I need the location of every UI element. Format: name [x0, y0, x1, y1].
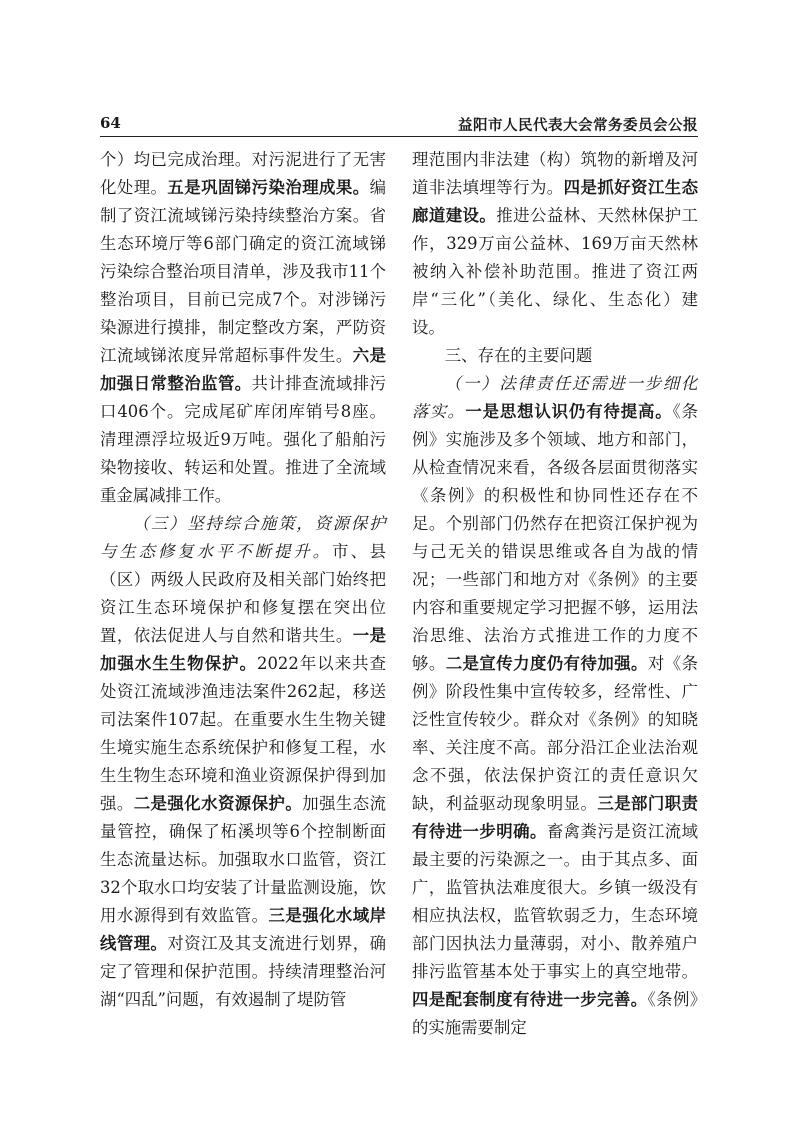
bold-lead: 二是强化水资源保护。: [133, 794, 303, 813]
body-text: 对《条例》阶段性集中宣传较多，经常性、广泛性宣传较少。群众对《条例》的知晓率、关注度不高。部分沿江企业法治观念不强，依法保护资江的责任意识欠缺，利益驱动现象明显。: [412, 654, 699, 813]
body-text: 市、县（区）两级人民政府及相关部门始终把资江生态环境保护和修复摆在突出位置，依法促进人与自然和谐共生。: [100, 542, 387, 645]
subsection-title: （三）坚持综合施策，资源保护与生态修复水平不断提升。: [100, 514, 386, 561]
body-text: 共计排查流域排污口406个。完成尾矿库闭库销号8座。清理漂浮垃圾近9万吨。强化了船舶污染物接收、转运和处置。推进了全流域重金属减排工作。: [100, 374, 387, 505]
bold-lead: 二是宣传力度仍有待加强。: [445, 654, 648, 673]
section-heading: 三、存在的主要问题: [444, 346, 593, 365]
left-column: [100, 146, 386, 1014]
body-text: 加强生态流量管控，确保了柘溪坝等6个控制断面生态流量达标。加强取水口监管，资江32个取水口均安装了计量监测设施，饮用水源得到有效监管。: [100, 794, 387, 925]
paragraph: [100, 146, 386, 510]
journal-title: 益阳市人民代表大会常务委员会公报: [458, 117, 698, 134]
bold-lead: 一是加强水生生物保护。: [100, 626, 387, 673]
body-text: 编制了资江流域锑污染持续整治方案。省生态环境厅等6部门确定的资江流域锑污染综合整治项目清单，涉及我市11个整治项目，目前已完成7个。对涉锑污染源进行摸排，制定整改方案，严防资江流域锑浓度异常超标事件发生。: [100, 178, 387, 365]
body-text: 畜禽粪污是资江流域最主要的污染源之一。由于其点多、面广，监管执法难度很大。乡镇一级没有相应执法权，监管软弱乏力，生态环境部门因执法力量薄弱，对小、散养殖户排污监管基本处于事实上的真空地带。: [412, 822, 699, 981]
body-text: 推进公益林、天然林保护工作，329万亩公益林、169万亩天然林被纳入补偿补助范围。推进了资江两岸“三化”（美化、绿化、生态化）建设。: [412, 206, 699, 337]
body-text: 《条例》的实施需要制定: [412, 990, 698, 1037]
subsection-title: （一）法律责任还需进一步细化落实。: [412, 374, 698, 421]
paragraph: [100, 510, 386, 1014]
header-rule: [100, 136, 698, 137]
bold-lead: 三是部门职责有待进一步明确。: [412, 794, 699, 841]
page-number: 64: [100, 114, 121, 132]
bold-lead: 三是强化水域岸线管理。: [100, 906, 387, 953]
paragraph: [412, 146, 698, 342]
bold-lead: 四是抓好资江生态廊道建设。: [412, 178, 699, 225]
body-text: 对资江及其支流进行划界，确定了管理和保护范围。持续清理整治河湖“四乱”问题，有效遏制了堤防管: [100, 934, 387, 1009]
bold-lead: 四是配套制度有待进一步完善。: [412, 990, 648, 1009]
body-text: 个）均已完成治理。对污泥进行了无害化处理。: [100, 150, 386, 197]
bold-lead: 五是巩固锑污染治理成果。: [167, 178, 370, 197]
body-text: 理范围内非法建（构）筑物的新增及河道非法填埋等行为。: [412, 150, 698, 197]
running-header: [100, 114, 698, 136]
body-text: 《条例》实施涉及多个领域、地方和部门，从检查情况来看，各级各层面贯彻落实《条例》的积极性和协同性还存在不足。个别部门仍然存在把资江保护视为与己无关的错误思维或各自为战的情况；一些部门和地方对《条例》的主要内容和重要规定学习把握不够，运用法治思维、法治方式推进工作的力度不够。: [412, 402, 699, 673]
paragraph: [412, 370, 698, 1042]
body-text: 2022年以来共查处资江流域涉渔违法案件262起，移送司法案件107起。在重要水生生物关键生境实施生态系统保护和修复工程，水生生物生态环境和渔业资源保护得到加强。: [100, 654, 387, 813]
bold-lead: 六是加强日常整治监管。: [100, 346, 387, 393]
bold-lead: 一是思想认识仍有待提高。: [465, 402, 673, 421]
right-column: [412, 146, 698, 1042]
